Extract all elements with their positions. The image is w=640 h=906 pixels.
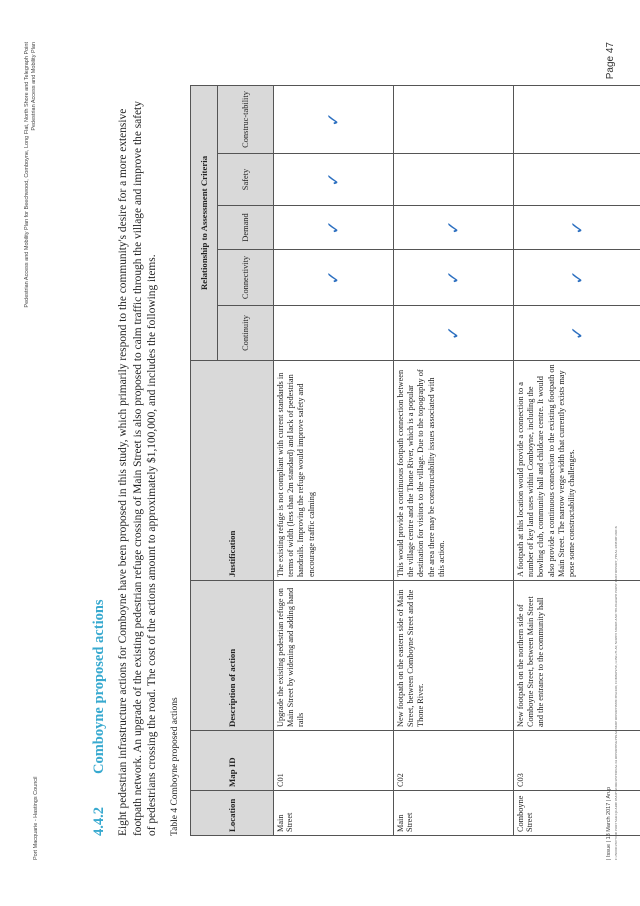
- footer-file-path: J:\250000\250770-00 PORT MACQUARIE PAMP\WORK\INTERNAL\04 REPORTING\FINAL PAMP REPORT\BEECHWOOD, COMBOYNE, LONG FLAT, NORTH SHORE AND TELEGRAPH POINT PAMP REPORT_FINAL REPORT.DOCX: [614, 526, 618, 860]
- actions-table: [190, 85, 640, 836]
- tick-connectivity: ✓: [274, 250, 394, 306]
- header-demand: Demand: [218, 206, 274, 250]
- section-title: Comboyne proposed actions: [91, 599, 107, 774]
- page-number: Page 47: [605, 42, 616, 80]
- tick-connectivity: ✓: [394, 250, 514, 306]
- footer-issue: | Issue | 13 March 2017 | Arup: [606, 786, 612, 860]
- header-relationship: Relationship to Assessment Criteria: [191, 85, 218, 360]
- cell-justification: A footpath at this location would provide a connection to a number of key land uses within Comboyne, including the bowling club, community hall and childcare centre. It would also provide a continuous connection to the existing footpath on Main Street. The narrow verge width that currently exists may pose some constructability challenges.: [514, 361, 640, 581]
- cell-description: New footpath on the northern side of Comboyne Street, between Main Street and the entrance to the community hall: [514, 581, 640, 731]
- cell-map-id: C02: [394, 731, 514, 791]
- header-title-line1: Pedestrian Access and Mobility Plan for Beechwood, Comboyne, Long Flat, North Shore and Telegraph Point: [24, 42, 30, 308]
- header-safety: Safety: [218, 154, 274, 206]
- header-location: Location: [191, 791, 274, 836]
- tick-demand: ✓: [514, 206, 640, 250]
- tick-safety: [514, 154, 640, 206]
- tick-safety: ✓: [274, 154, 394, 206]
- cell-map-id: C01: [274, 731, 394, 791]
- section-heading: [91, 599, 108, 836]
- tick-demand: ✓: [394, 206, 514, 250]
- tick-connectivity: ✓: [514, 250, 640, 306]
- cell-description: Upgrade the existing pedestrian refuge on Main Street by widening and adding hand rails: [274, 581, 394, 731]
- header-continuity: Continuity: [218, 306, 274, 361]
- tick-continuity: ✓: [514, 306, 640, 361]
- cell-justification: The existing refuge is not compliant with current standards in terms of width (less than 2m standard) and lack of pedestrian handrails. Improving the refuge would improve safety and encourage traffic calming: [274, 361, 394, 581]
- header-justification: Justification: [191, 361, 274, 581]
- header-client: Port Macquarie - Hastings Council: [33, 776, 39, 860]
- tick-continuity: [274, 306, 394, 361]
- section-number: 4.4.2: [91, 807, 107, 836]
- table-row: [394, 85, 514, 835]
- cell-location: Main Street: [394, 791, 514, 836]
- tick-continuity: ✓: [394, 306, 514, 361]
- tick-safety: [394, 154, 514, 206]
- tick-demand: ✓: [274, 206, 394, 250]
- header-description: Description of action: [191, 581, 274, 731]
- table-row: [514, 85, 640, 835]
- header-document-title: [24, 42, 38, 308]
- cell-justification: This would provide a continuous footpath connection between the village centre and the Thone River, which is a popular destination for visitors to the village. Due to the topography of the area there may be constructability issues associated with this action.: [394, 361, 514, 581]
- cell-location: Comboyne Street: [514, 791, 640, 836]
- cell-description: New footpath on the eastern side of Main Street, between Comboyne Street and the Thone River.: [394, 581, 514, 731]
- header-map-id: Map ID: [191, 731, 274, 791]
- cell-map-id: C03: [514, 731, 640, 791]
- header-constructability: Construc-tability: [218, 85, 274, 153]
- intro-paragraph: Eight pedestrian infrastructure actions for Comboyne have been proposed in this study, which primarily respond to the community's desire for a more extensive footpath network. An upgrade of the existing pedestrian refuge crossing of Main Street is also proposed to calm traffic through the village and improve the safety of pedestrians crossing the road. The cost of the actions amount to approximately $1,100,000, and includes the following items.: [117, 101, 158, 836]
- tick-constructability: [514, 85, 640, 153]
- tick-constructability: ✓: [274, 85, 394, 153]
- table-caption: Table 4 Comboyne proposed actions: [170, 697, 180, 836]
- header-connectivity: Connectivity: [218, 250, 274, 306]
- tick-constructability: [394, 85, 514, 153]
- cell-location: Main Street: [274, 791, 394, 836]
- table-row: [274, 85, 394, 835]
- header-title-line2: Pedestrian Access and Mobility Plan: [31, 42, 37, 131]
